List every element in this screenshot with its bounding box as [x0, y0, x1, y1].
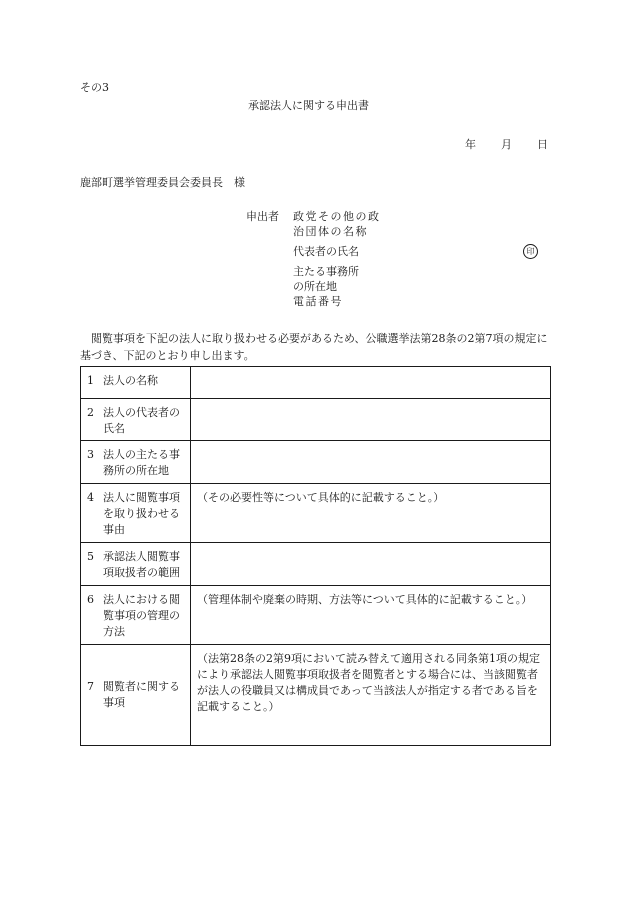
row-label: 法人の代表者の氏名 [103, 406, 180, 435]
row-label: 閲覧者に関する事項 [103, 680, 180, 709]
row-label-cell [81, 399, 191, 441]
table-row [81, 399, 551, 441]
row-note [191, 399, 550, 405]
row-label: 法人に閲覧事項を取り扱わせる事由 [103, 491, 180, 536]
row-number: 6 [87, 593, 94, 606]
date-year: 年 [465, 138, 476, 151]
rep-name-label: 代表者の氏名 [293, 245, 359, 258]
row-content-cell[interactable] [191, 586, 551, 645]
form-number: その3 [80, 81, 109, 94]
office-label-line2: の所在地 [293, 280, 337, 293]
row-number: 3 [87, 448, 94, 461]
addressee: 鹿部町選挙管理委員会委員長 様 [80, 176, 245, 189]
row-label-cell [81, 367, 191, 399]
row-note [191, 543, 550, 549]
table-row [81, 441, 551, 484]
row-content-cell[interactable] [191, 484, 551, 543]
row-content-cell[interactable] [191, 645, 551, 746]
row-note [191, 441, 550, 447]
phone-label: 電話番号 [293, 295, 343, 308]
row-note: （法第28条の2第9項において読み替えて適用される同条第1項の規定により承認法人閲覧事項取扱者を閲覧者とする場合には、当該閲覧者が法人の役職員又は構成員であって当該法人が指定する者である旨を記載すること。） [197, 652, 540, 713]
office-label-line1: 主たる事務所 [293, 265, 359, 278]
row-content-cell[interactable] [191, 543, 551, 586]
org-name-label-line2: 治団体の名称 [293, 225, 368, 238]
row-number: 7 [87, 680, 94, 693]
row-content-cell[interactable] [191, 367, 551, 399]
row-label-cell [81, 543, 191, 586]
table-row [81, 586, 551, 645]
row-label-cell [81, 586, 191, 645]
date-month: 月 [501, 138, 512, 151]
row-number: 2 [87, 406, 94, 419]
row-number: 1 [87, 374, 94, 387]
table-row [81, 484, 551, 543]
row-label-cell [81, 441, 191, 484]
details-table [80, 366, 551, 746]
intro-paragraph: 閲覧事項を下記の法人に取り扱わせる必要があるため、公職選挙法第28条の2第7項の規定に基づき、下記のとおり申し出ます。 [80, 332, 548, 362]
seal-mark: 印 [523, 244, 538, 259]
row-note [191, 367, 550, 373]
applicant-label: 申出者 [246, 210, 279, 223]
row-label-cell [81, 484, 191, 543]
row-content-cell[interactable] [191, 399, 551, 441]
document-title: 承認法人に関する申出書 [248, 99, 369, 112]
row-content-cell[interactable] [191, 441, 551, 484]
row-label: 法人における閲覧事項の管理の方法 [103, 593, 180, 638]
row-note: （管理体制や廃棄の時期、方法等について具体的に記載すること。） [197, 593, 533, 606]
row-label: 法人の主たる事務所の所在地 [103, 448, 180, 477]
row-label-cell [81, 645, 191, 746]
date-day: 日 [537, 138, 548, 151]
row-label: 承認法人閲覧事項取扱者の範囲 [103, 550, 180, 579]
table-row [81, 367, 551, 399]
table-row [81, 543, 551, 586]
row-label: 法人の名称 [103, 374, 158, 387]
row-number: 5 [87, 550, 94, 563]
table-row [81, 645, 551, 746]
row-note: （その必要性等について具体的に記載すること。） [197, 491, 445, 504]
row-number: 4 [87, 491, 94, 504]
org-name-label-line1: 政党その他の政 [293, 210, 381, 223]
